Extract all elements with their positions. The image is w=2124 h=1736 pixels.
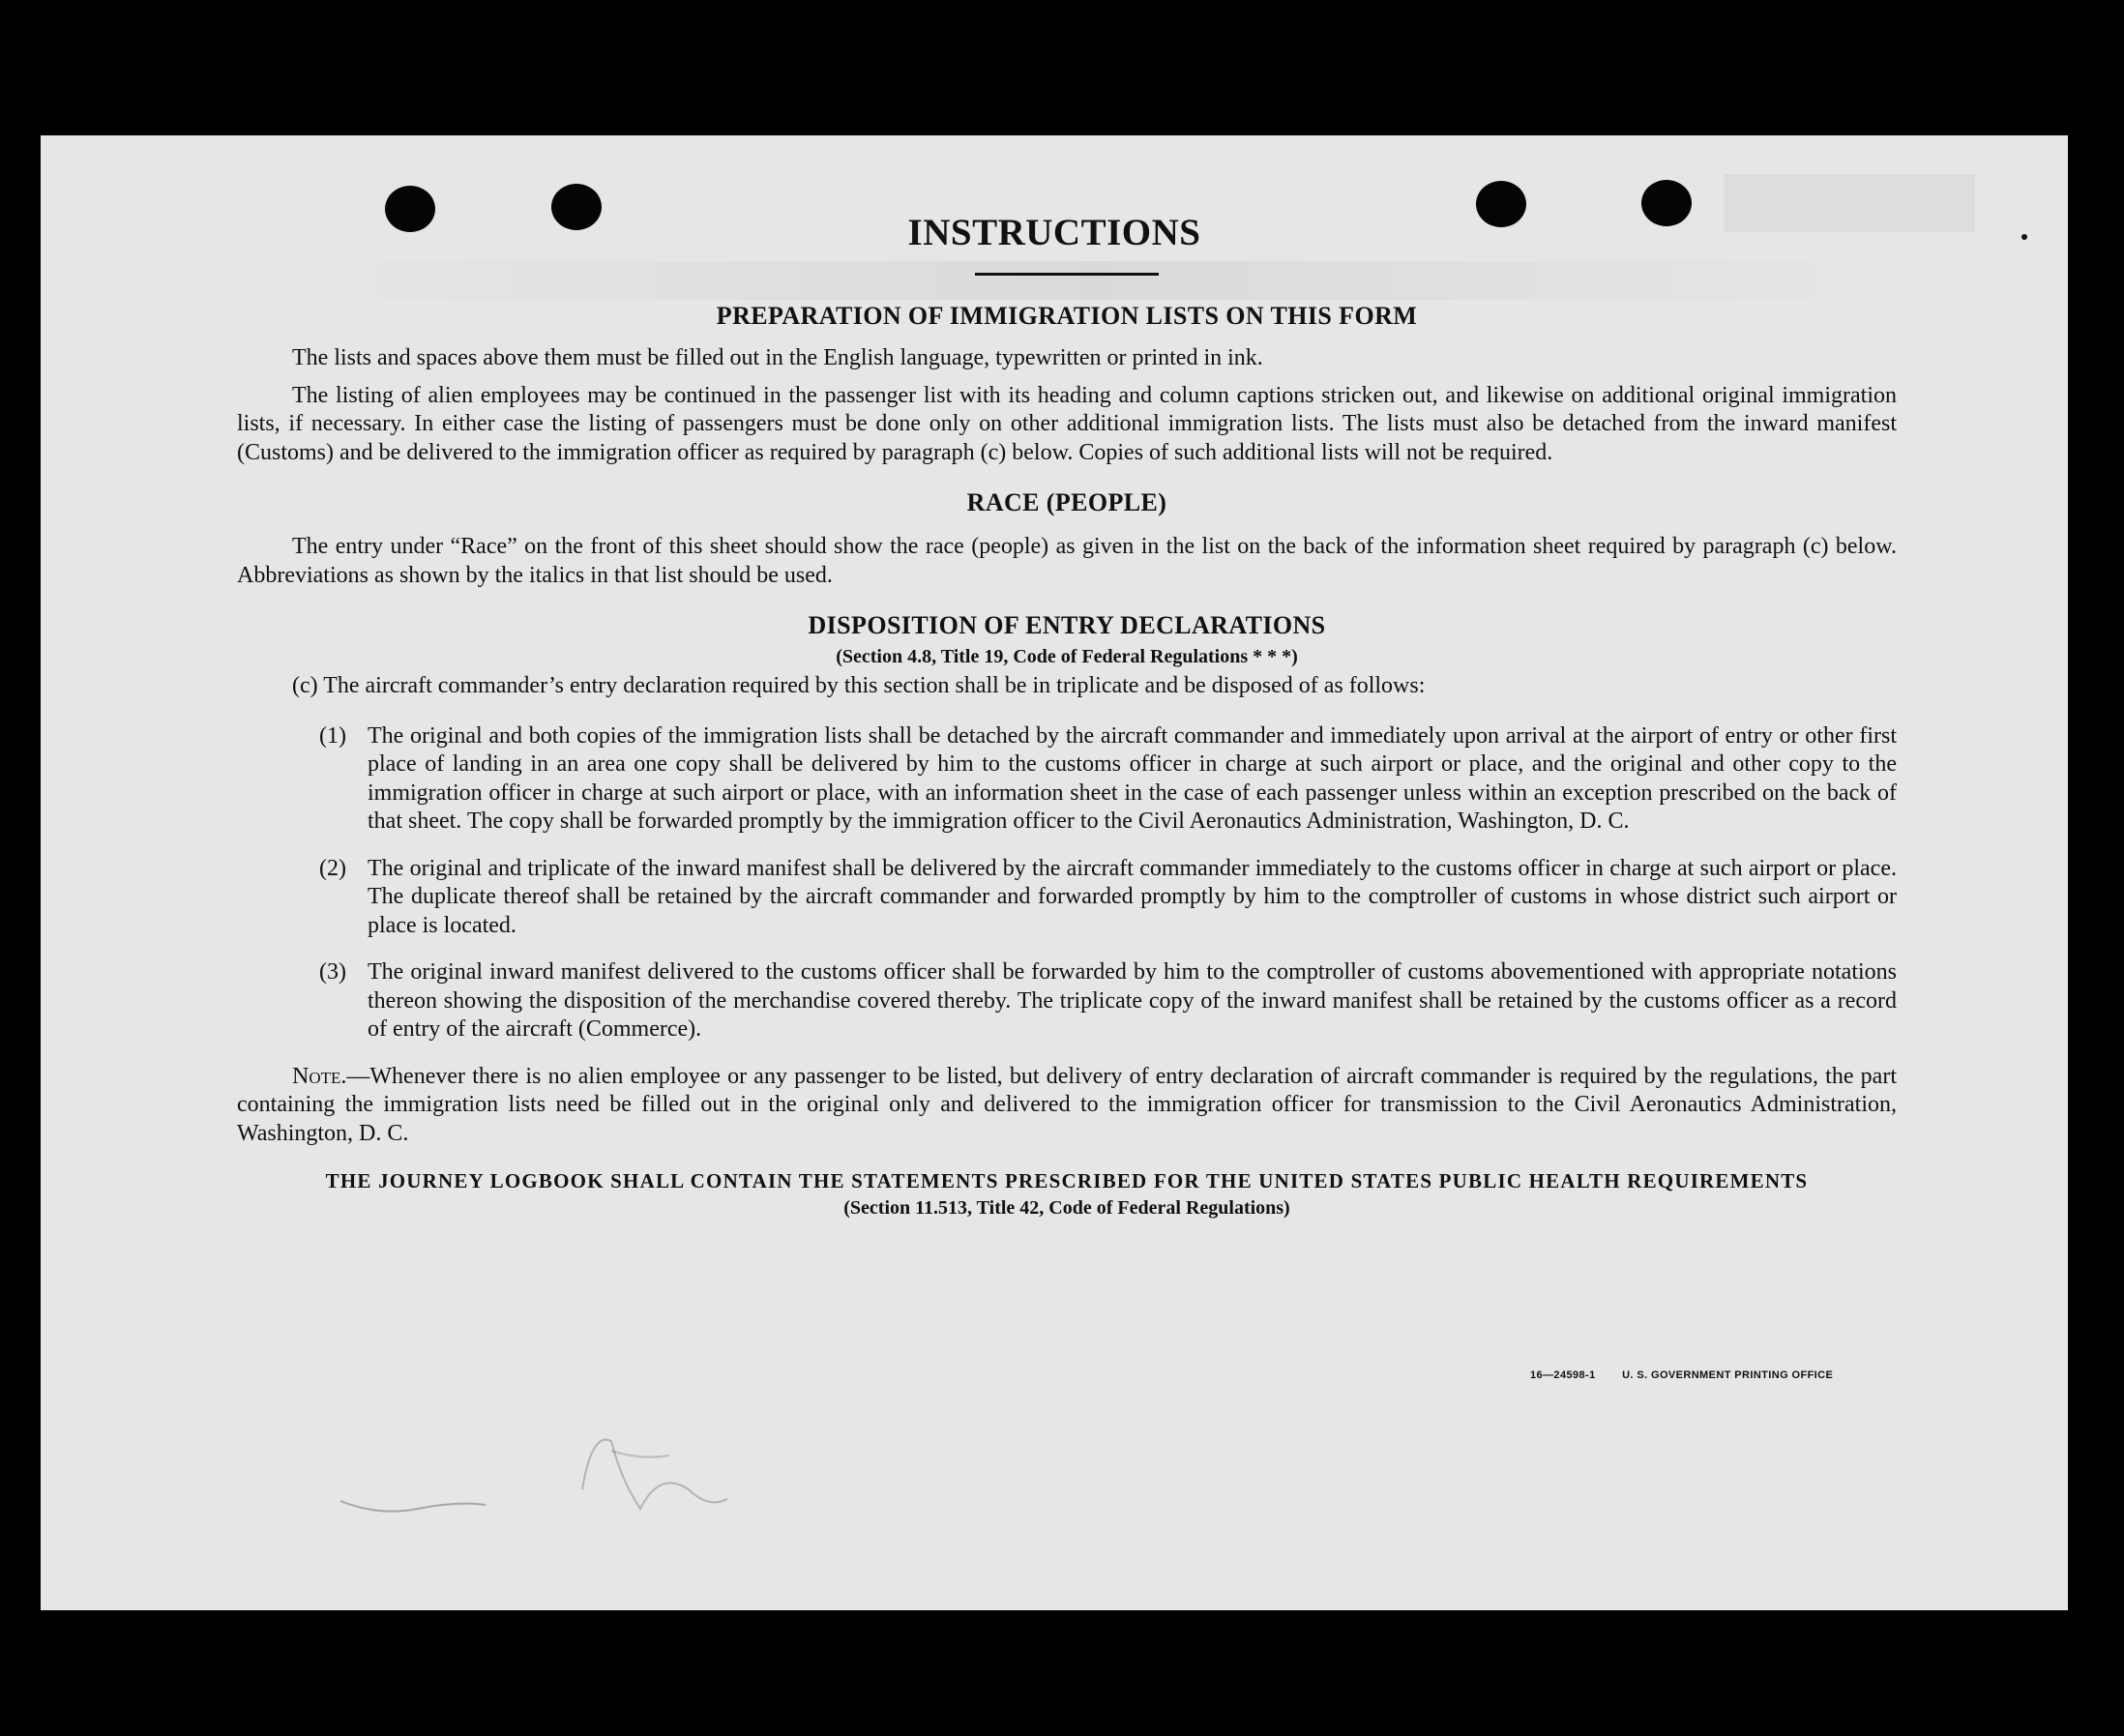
logbook-statement: THE JOURNEY LOGBOOK SHALL CONTAIN THE STATEMENTS PRESCRIBED FOR THE UNITED STATES PUBLIC HEALTH REQUIREMENTS bbox=[325, 1169, 1809, 1192]
disposition-item-3 bbox=[237, 958, 1897, 1045]
disposition-intro: (c) The aircraft commander’s entry declaration required by this section shall be in triplicate and be disposed of as follows: bbox=[292, 673, 1426, 698]
item-text: The original and triplicate of the inward manifest shall be delivered by the aircraft commander immediately to the customs officer in charge at such airport or place. The duplicate thereof shall be retained by the aircraft commander and forwarded promptly by him to the comptroller of customs in whose district such airport or place is located. bbox=[368, 855, 1897, 938]
title-underline bbox=[975, 273, 1159, 276]
preparation-paragraph-2: The listing of alien employees may be continued in the passenger list with its heading and column captions stricken out, and likewise on additional original immigration lists, if necessary. In either case the listing of passengers must be done only on other additional immigration lists. The lists must also be detached from the inward manifest (Customs) and be delivered to the immigration officer as required by paragraph (c) below. Copies of such additional lists will not be required. bbox=[237, 382, 1897, 465]
disposition-citation: (Section 4.8, Title 19, Code of Federal Regulations * * *) bbox=[836, 646, 1298, 667]
item-label: (3) bbox=[319, 959, 346, 985]
faint-signature-mark bbox=[321, 1412, 737, 1547]
form-number: 16—24598-1 bbox=[1530, 1369, 1596, 1381]
preparation-paragraph-1: The lists and spaces above them must be filled out in the English language, typewritten or printed in ink. bbox=[292, 345, 1263, 370]
preparation-heading: PREPARATION OF IMMIGRATION LISTS ON THIS FORM bbox=[716, 302, 1418, 330]
printer-imprint: U. S. GOVERNMENT PRINTING OFFICE bbox=[1622, 1369, 1834, 1381]
item-label: (1) bbox=[319, 722, 346, 749]
page-title: INSTRUCTIONS bbox=[907, 212, 1201, 253]
logbook-citation: (Section 11.513, Title 42, Code of Federal Regulations) bbox=[843, 1197, 1290, 1219]
printing-footer bbox=[1530, 1369, 1833, 1381]
bleed-through-shadow bbox=[273, 261, 1917, 300]
item-label: (2) bbox=[319, 855, 346, 881]
item-text: The original and both copies of the immigration lists shall be detached by the aircraft commander and immediately upon arrival at the airport of entry or other first place of landing in an area one copy shall be delivered by him to the customs officer in charge at such airport or place, and the original and other copy to the immigration officer in charge at such airport or place, with an information sheet in the case of each passenger unless within an exception prescribed on the back of that sheet. The copy shall be forwarded promptly by the immigration officer to the Civil Aeronautics Administration, Washington, D. C. bbox=[368, 722, 1897, 834]
document-page bbox=[41, 135, 2068, 1610]
instructions-body bbox=[237, 302, 1897, 1220]
disposition-item-1 bbox=[237, 722, 1897, 837]
race-paragraph: The entry under “Race” on the front of this sheet should show the race (people) as given in the list on the back of the information sheet required by paragraph (c) below. Abbreviations as shown by the italics in that list should be used. bbox=[237, 534, 1897, 588]
note-paragraph bbox=[237, 1063, 1897, 1149]
item-text: The original inward manifest delivered to the customs officer shall be forwarded by him to the comptroller of customs abovementioned with appropriate notations thereon showing the disposition of the merchandise covered thereby. The triplicate copy of the inward manifest shall be retained by the customs officer as a record of entry of the aircraft (Commerce). bbox=[368, 959, 1897, 1042]
disposition-heading: DISPOSITION OF ENTRY DECLARATIONS bbox=[808, 611, 1326, 639]
disposition-item-2 bbox=[237, 855, 1897, 941]
note-label: Note. bbox=[292, 1063, 347, 1089]
note-text: —Whenever there is no alien employee or any passenger to be listed, but delivery of entry declaration of aircraft commander is required by the regulations, the part containing the immigration lists need be filled out in the original only and delivered to the immigration officer for transmission to the Civil Aeronautics Administration, Washington, D. C. bbox=[237, 1063, 1897, 1146]
race-heading: RACE (PEOPLE) bbox=[966, 488, 1167, 516]
